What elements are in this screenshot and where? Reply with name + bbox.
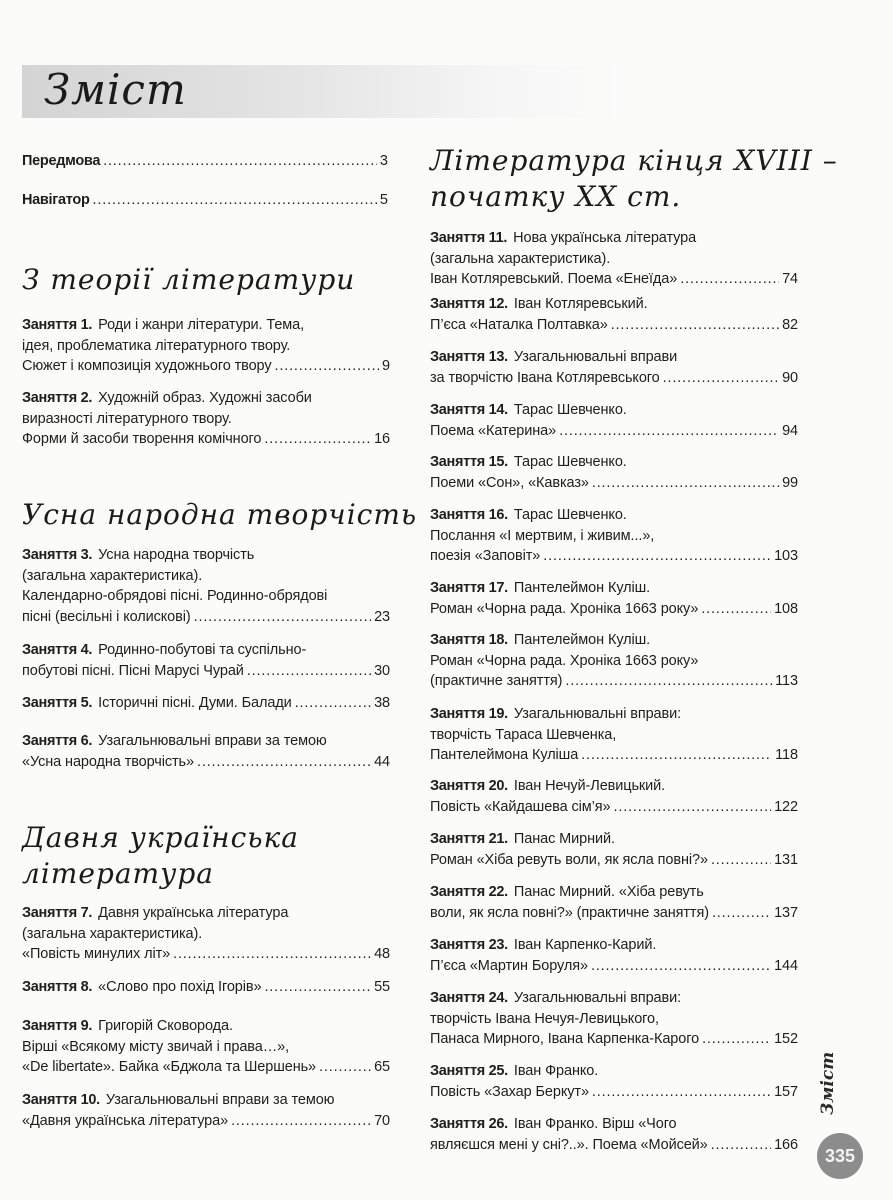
toc-entry[interactable] [430,1114,798,1155]
entry-line [430,400,798,421]
entry-label: Передмова [22,153,101,169]
toc-entry[interactable] [430,829,798,870]
lesson-label: Заняття 26. [430,1116,508,1132]
lesson-label: Заняття 12. [430,296,508,312]
dot-leader [275,356,380,377]
entry-page: 166 [774,1136,798,1153]
entry-text: Пантелеймона Куліша [430,747,579,763]
entry-text: Послання «І мертвим, і живим...», [430,527,655,544]
entry-page: 44 [374,753,390,770]
entry-text: Художній образ. Художні засоби [98,390,312,406]
entry-line [22,566,390,587]
entry-line [430,347,798,368]
entry-line [430,671,798,692]
entry-page: 48 [374,946,390,962]
entry-line [430,797,798,818]
toc-entry[interactable] [430,935,798,976]
toc-entry-preface[interactable] [22,153,388,169]
toc-entry[interactable] [430,704,798,766]
entry-text: «Слово про похід Ігорів» [98,979,262,995]
entry-text: Тарас Шевченко. [513,402,627,418]
lesson-label: Заняття 14. [430,402,508,418]
entry-line [430,935,798,956]
entry-text: Панас Мирний. [513,831,615,847]
entry-text: ідея, проблематика літературного твору. [22,337,291,354]
entry-text: Поеми «Сон», «Кавказ» [430,474,589,491]
dot-leader [712,903,771,924]
heading-line: Література кінця XVIII – [430,144,838,177]
entry-page: 157 [774,1083,798,1100]
entry-text: Григорій Сковорода. [98,1018,233,1034]
entry-line [430,269,798,290]
entry-line [430,725,798,746]
dot-leader [543,546,771,567]
lesson-label: Заняття 10. [22,1092,100,1108]
lesson-label: Заняття 17. [430,580,508,596]
heading-line: література [22,857,214,890]
toc-entry[interactable] [430,630,798,692]
entry-line [430,368,798,389]
entry-line [430,452,798,473]
entry-text: Поема «Катерина» [430,422,557,439]
section-heading-old-literature [22,820,299,892]
entry-text: Панаса Мирного, Івана Карпенка-Карого [430,1031,700,1047]
entry-text: Пантелеймон Куліш. [513,580,651,596]
toc-entry[interactable] [22,315,390,377]
lesson-label: Заняття 3. [22,547,93,563]
toc-entry[interactable] [22,1016,390,1078]
entry-text: Роман «Чорна рада. Хроніка 1663 року» [430,600,699,617]
toc-entry[interactable] [22,388,390,450]
entry-line [430,850,798,871]
entry-line [22,336,390,357]
lesson-label: Заняття 9. [22,1018,93,1034]
entry-line [430,599,798,620]
lesson-label: Заняття 1. [22,317,93,333]
entry-text: Тарас Шевченко. [513,454,627,470]
entry-text: Іван Котляревський. [513,296,648,312]
entry-label: Навігатор [22,192,90,208]
lesson-label: Заняття 25. [430,1063,508,1079]
entry-line [22,1057,390,1078]
toc-entry[interactable] [22,731,390,772]
entry-text: являєшся мені у сні?..». Поема «Мойсей» [430,1136,708,1153]
entry-line [430,526,798,547]
entry-text: Роман «Хіба ревуть воли, як ясла повні?» [430,851,708,868]
heading-line: початку XX ст. [430,180,682,213]
entry-text: «Давня українська література» [22,1112,229,1129]
lesson-label: Заняття 11. [430,230,508,246]
entry-line [22,586,390,607]
entry-text: Повість «Кайдашева сім’я» [430,798,611,815]
entry-text: Панас Мирний. «Хіба ревуть [513,884,704,900]
toc-entry[interactable] [430,505,798,567]
entry-text: (загальна характеристика). [430,250,611,267]
entry-line [430,956,798,977]
entry-page: 5 [379,192,388,208]
entry-page: 131 [774,851,798,868]
dot-leader [711,850,771,871]
entry-line [430,882,798,903]
entry-line [22,315,390,336]
entry-text: за творчістю Івана Котляревського [430,369,660,386]
toc-entry[interactable] [430,1061,798,1102]
entry-page: 3 [379,153,388,169]
entry-line [430,421,798,442]
dot-leader [264,977,371,998]
entry-text: Роман «Чорна рада. Хроніка 1663 року» [430,652,699,669]
lesson-label: Заняття 7. [22,905,93,921]
entry-text: (практичне заняття) [430,673,563,689]
entry-page: 113 [775,673,798,689]
entry-line [22,752,390,773]
entry-page: 74 [782,271,798,287]
entry-page: 94 [782,422,798,439]
dot-leader [581,745,772,766]
lesson-label: Заняття 16. [430,507,508,523]
entry-line [22,661,390,682]
entry-text: Повість «Захар Беркут» [430,1083,589,1100]
dot-leader [231,1111,371,1132]
section-heading-modern-literature [430,143,838,215]
entry-line [22,640,390,661]
entry-text: Усна народна творчість [98,547,255,563]
entry-text: пісні (весільні і колискові) [22,608,191,625]
dot-leader [103,153,377,169]
entry-line [22,924,390,945]
toc-entry[interactable] [430,452,798,493]
entry-line [22,545,390,566]
entry-text: (загальна характеристика). [22,925,203,942]
entry-page: 16 [374,431,390,447]
entry-line [430,745,798,766]
dot-leader [663,368,779,389]
entry-text: Роди і жанри літератури. Тема, [98,317,305,333]
entry-line [22,944,390,965]
entry-page: 103 [774,548,798,564]
entry-text: Вірші «Всякому місту звичай і права…», [22,1038,290,1055]
lesson-label: Заняття 5. [22,695,93,711]
dot-leader [173,944,371,965]
lesson-label: Заняття 23. [430,937,508,953]
entry-page: 23 [374,608,390,625]
entry-page: 122 [774,798,798,815]
entry-line [430,776,798,797]
toc-entry[interactable] [430,776,798,817]
entry-line [430,228,798,249]
entry-text: Узагальнювальні вправи: [513,706,682,722]
dot-leader [711,1135,771,1156]
entry-line [430,546,798,567]
entry-page: 118 [775,747,798,763]
entry-line [430,630,798,651]
entry-text: Давня українська література [98,905,289,921]
toc-entry[interactable] [22,903,390,965]
entry-line [22,1090,390,1111]
entry-text: побутові пісні. Пісні Марусі Чурай [22,662,244,679]
entry-text: Іван Франко. Вірш «Чого [513,1116,677,1132]
entry-line [22,977,390,998]
dot-leader [247,661,371,682]
entry-line [22,903,390,924]
toc-entry-navigator[interactable] [22,192,388,208]
lesson-label: Заняття 18. [430,632,508,648]
entry-page: 108 [774,600,798,617]
entry-line [22,409,390,430]
entry-page: 137 [774,904,798,921]
dot-leader [680,269,779,290]
entry-line [22,356,390,377]
heading-line: Давня українська [22,821,299,854]
entry-page: 38 [374,695,390,711]
entry-text: Форми й засоби творення комічного [22,431,262,447]
toc-entry[interactable] [430,988,798,1050]
dot-leader [295,693,371,714]
entry-text: Узагальнювальні вправи [513,349,678,365]
entry-page: 55 [374,979,390,995]
page-title: Зміст [44,65,187,114]
entry-page: 9 [382,358,390,374]
entry-text: Узагальнювальні вправи за темою [105,1092,335,1108]
dot-leader [701,599,771,620]
entry-line [22,429,390,450]
lesson-label: Заняття 6. [22,733,93,749]
dot-leader [592,1082,771,1103]
dot-leader [702,1029,771,1050]
entry-text: Родинно-побутові та суспільно- [98,642,307,658]
toc-entry[interactable] [22,977,390,998]
entry-text: творчість Івана Нечуя-Левицького, [430,1010,659,1027]
entry-line [430,651,798,672]
entry-line [430,1009,798,1030]
dot-leader [93,192,377,208]
toc-entry[interactable] [430,578,798,619]
page-number-badge: 335 [817,1133,863,1179]
entry-line [430,704,798,725]
entry-line [430,578,798,599]
entry-text: «Усна народна творчість» [22,753,194,770]
entry-text: (загальна характеристика). [22,567,203,584]
entry-text: поезія «Заповіт» [430,548,541,564]
dot-leader [319,1057,371,1078]
entry-line [430,249,798,270]
entry-text: Іван Нечуй-Левицький. [513,778,666,794]
entry-line [22,1037,390,1058]
toc-entry[interactable] [430,882,798,923]
dot-leader [565,671,772,692]
lesson-label: Заняття 8. [22,979,93,995]
entry-text: Пантелеймон Куліш. [513,632,651,648]
entry-line [430,1114,798,1135]
dot-leader [194,607,371,628]
toc-entry[interactable] [22,640,390,681]
entry-line [430,505,798,526]
entry-text: Узагальнювальні вправи за темою [98,733,327,749]
entry-text: Сюжет і композиція художнього твору [22,358,272,374]
entry-text: воли, як ясла повні?» (практичне заняття) [430,904,709,921]
toc-entry[interactable] [22,1090,390,1131]
toc-entry[interactable] [430,294,798,335]
lesson-label: Заняття 20. [430,778,508,794]
entry-page: 90 [782,369,798,386]
entry-line [430,315,798,336]
entry-text: Календарно-обрядові пісні. Родинно-обрядові [22,588,328,604]
entry-text: «Повість минулих літ» [22,946,171,962]
lesson-label: Заняття 24. [430,990,508,1006]
dot-leader [591,956,771,977]
entry-line [430,1029,798,1050]
entry-line [22,607,390,628]
lesson-label: Заняття 4. [22,642,93,658]
entry-text: творчість Тараса Шевченка, [430,726,617,743]
dot-leader [264,429,371,450]
entry-text: Історичні пісні. Думи. Балади [98,695,292,711]
dot-leader [592,473,779,494]
entry-line [430,1061,798,1082]
entry-text: П’єса «Мартин Боруля» [430,957,588,974]
entry-page: 99 [782,474,798,491]
entry-text: Іван Котляревський. Поема «Енеїда» [430,271,678,287]
entry-page: 82 [782,316,798,333]
toc-entry[interactable] [430,347,798,388]
entry-text: Іван Франко. [513,1063,599,1079]
section-heading-theory: З теорії літератури [22,263,356,296]
entry-page: 65 [374,1059,390,1075]
toc-entry[interactable] [430,400,798,441]
lesson-label: Заняття 22. [430,884,508,900]
entry-text: «De libertate». Байка «Бджола та Шершень» [22,1059,317,1075]
toc-entry[interactable] [22,693,390,714]
entry-line [22,1016,390,1037]
entry-page: 144 [774,957,798,974]
entry-page: 70 [374,1112,390,1129]
entry-page: 30 [374,662,390,679]
running-head: Зміст [818,1051,838,1115]
entry-line [430,1135,798,1156]
lesson-label: Заняття 21. [430,831,508,847]
entry-text: П’єса «Наталка Полтавка» [430,316,608,333]
dot-leader [611,315,779,336]
entry-line [430,988,798,1009]
entry-line [430,829,798,850]
entry-line [430,294,798,315]
entry-line [430,903,798,924]
toc-entry[interactable] [22,545,390,627]
dot-leader [197,752,371,773]
entry-text: Іван Карпенко-Карий. [513,937,657,953]
entry-line [22,1111,390,1132]
lesson-label: Заняття 13. [430,349,508,365]
section-heading-folklore: Усна народна творчість [22,498,418,531]
dot-leader [614,797,772,818]
entry-line [22,731,390,752]
entry-line [22,388,390,409]
entry-text: Нова українська література [513,230,697,246]
entry-text: Тарас Шевченко. [513,507,627,523]
dot-leader [559,421,779,442]
toc-entry[interactable] [430,228,798,290]
entry-page: 152 [774,1031,798,1047]
lesson-label: Заняття 15. [430,454,508,470]
lesson-label: Заняття 2. [22,390,93,406]
entry-text: Узагальнювальні вправи: [513,990,682,1006]
lesson-label: Заняття 19. [430,706,508,722]
entry-line [22,693,390,714]
entry-line [430,473,798,494]
entry-text: виразності літературного твору. [22,410,232,427]
entry-line [430,1082,798,1103]
